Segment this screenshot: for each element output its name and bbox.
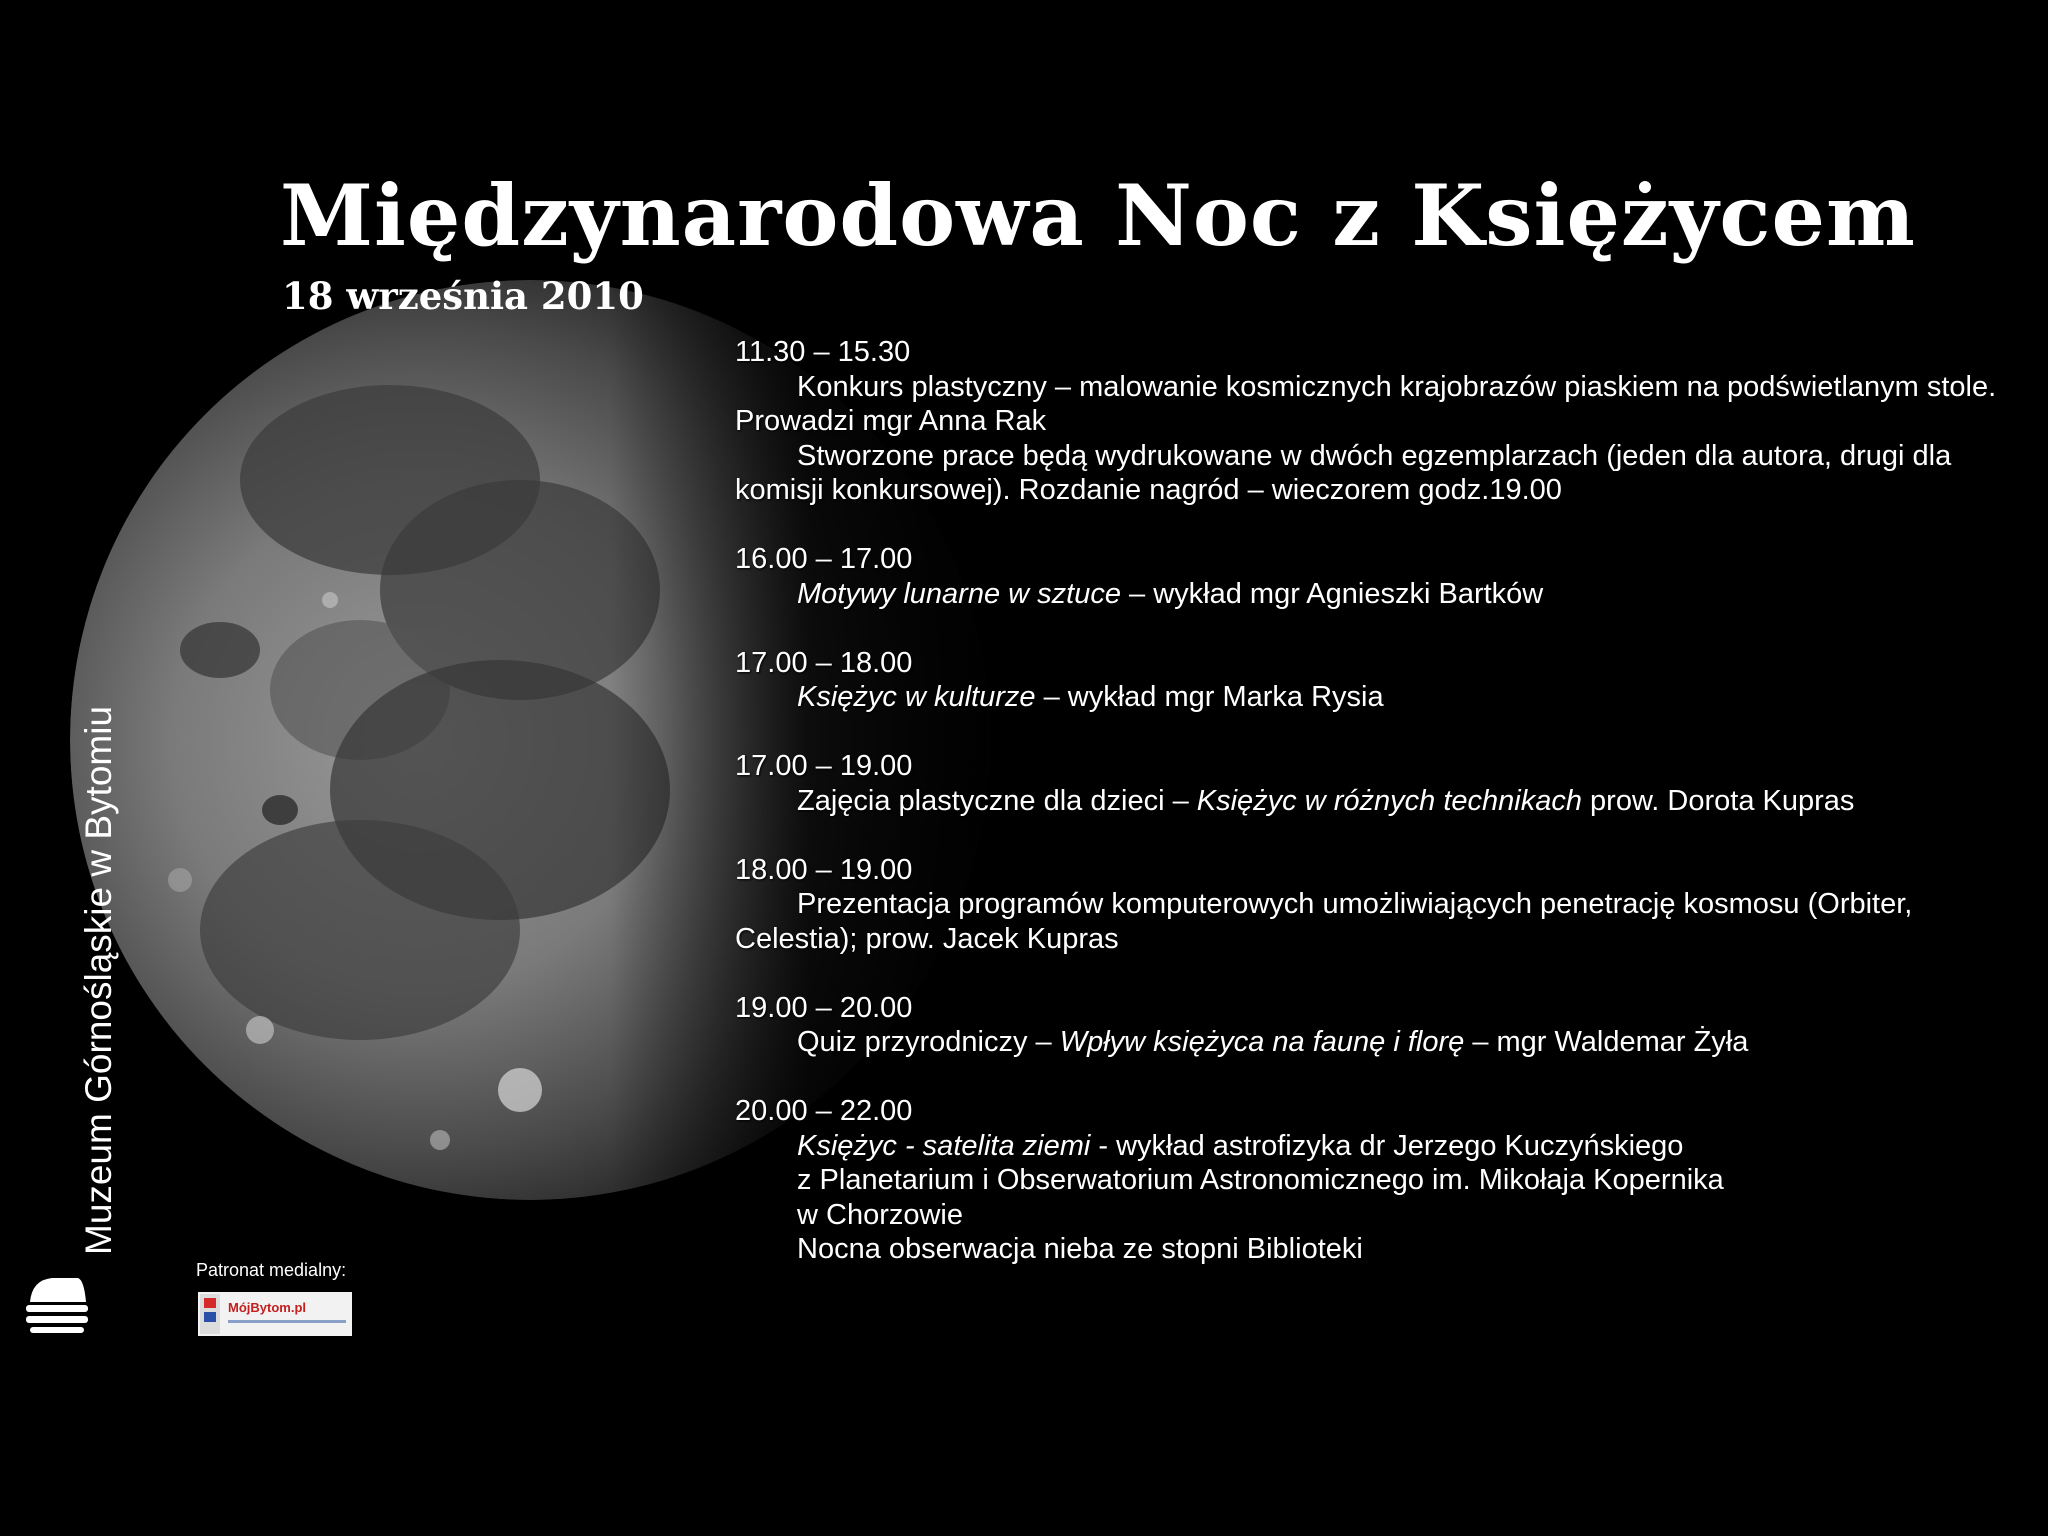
event-description: z Planetarium i Obserwatorium Astronomicznego im. Mikołaja Kopernika <box>797 1164 1724 1196</box>
lecture-title: Księżyc w różnych technikach <box>1196 784 1582 817</box>
event-description: – wykład mgr Marka Rysia <box>1035 681 1384 713</box>
event-time: 17.00 – 18.00 <box>735 646 913 679</box>
event-description: Quiz przyrodniczy – <box>797 1026 1060 1058</box>
lecture-title: Wpływ księżyca na faunę i florę <box>1059 1026 1465 1058</box>
lecture-title: Księżyc w kulturze <box>797 681 1036 713</box>
event-description: Prezentacja programów komputerowych umożliwiających penetrację kosmosu (Orbiter, Celestia); prow. Jacek Kupras <box>735 888 1913 955</box>
event-description: Konkurs plastyczny – malowanie kosmicznych krajobrazów piaskiem na podświetlanym stole. Prowadzi mgr Anna Rak <box>735 370 1997 437</box>
schedule-item <box>735 991 2005 1060</box>
event-description: Zajęcia plastyczne dla dzieci – <box>797 784 1197 817</box>
media-partner-logo <box>198 1292 352 1336</box>
museum-logo-icon <box>22 1272 92 1340</box>
lecture-title: Motywy lunarne w sztuce <box>797 577 1121 610</box>
media-patronage-label: Patronat medialny: <box>196 1260 347 1280</box>
schedule-item <box>735 749 2005 818</box>
event-time: 18.00 – 19.00 <box>735 853 913 886</box>
event-description: w Chorzowie <box>797 1198 963 1231</box>
schedule-item <box>735 335 2005 508</box>
page-title: Międzynarodowa Noc z Księżycem <box>280 166 1916 265</box>
event-description: - wykład astrofizyka dr Jerzego Kuczyńskiego <box>1090 1129 1684 1162</box>
museum-name: Muzeum Górnośląskie w Bytomiu <box>78 705 119 1255</box>
event-description: prow. Dorota Kupras <box>1581 784 1855 817</box>
event-time: 19.00 – 20.00 <box>735 991 913 1024</box>
event-time: 20.00 – 22.00 <box>735 1095 913 1127</box>
event-description: – mgr Waldemar Żyła <box>1464 1026 1749 1058</box>
media-logo-text: MójBytom.pl <box>228 1300 306 1315</box>
event-time: 11.30 – 15.30 <box>735 336 911 368</box>
schedule <box>735 335 2005 1301</box>
schedule-item <box>735 542 2005 611</box>
schedule-item <box>735 853 2005 957</box>
event-time: 16.00 – 17.00 <box>735 543 913 575</box>
event-description: – wykład mgr Agnieszki Bartków <box>1120 577 1544 610</box>
lecture-title: Księżyc - satelita ziemi <box>797 1129 1091 1162</box>
schedule-item <box>735 646 2005 715</box>
schedule-item <box>735 1094 2005 1267</box>
event-date: 18 września 2010 <box>282 274 644 318</box>
event-time: 17.00 – 19.00 <box>735 750 913 782</box>
event-description: Stworzone prace będą wydrukowane w dwóch egzemplarzach (jeden dla autora, drugi dla komisji konkursowej). Rozdanie nagród – wieczorem godz.19.00 <box>735 439 1952 506</box>
event-description: Nocna obserwacja nieba ze stopni Biblioteki <box>797 1233 1363 1265</box>
